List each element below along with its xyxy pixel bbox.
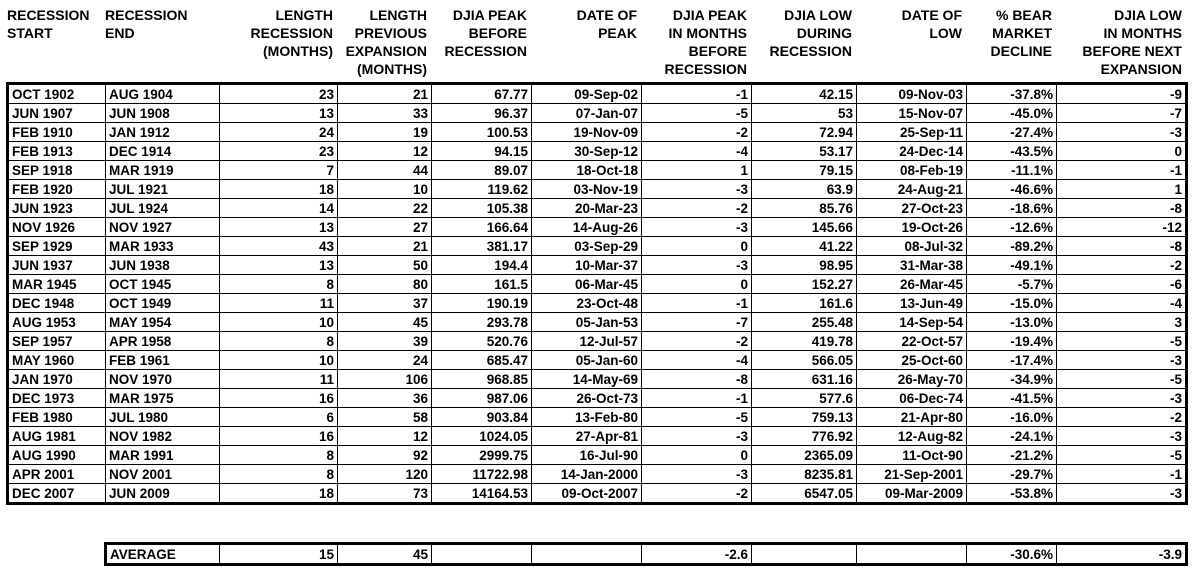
length-recession-cell: 13 (220, 218, 338, 237)
djia-peak-cell: 67.77 (432, 84, 532, 104)
length-recession-cell: 10 (220, 313, 338, 332)
header-recession-start: RECESSION START (7, 7, 90, 41)
date-of-peak-cell: 10-Mar-37 (532, 256, 642, 275)
length-previous-expansion-cell: 12 (338, 427, 432, 446)
recession-end-cell: MAR 1991 (106, 446, 220, 465)
length-recession-cell: 43 (220, 237, 338, 256)
low-months-before-cell: -2 (1057, 408, 1187, 427)
header-date-of-peak: DATE OF PEAK (576, 7, 637, 41)
djia-low-cell: 8235.81 (752, 465, 857, 484)
low-months-before-cell: -3 (1057, 351, 1187, 370)
date-of-peak-cell: 03-Sep-29 (532, 237, 642, 256)
date-of-peak-cell: 03-Nov-19 (532, 180, 642, 199)
length-previous-expansion-cell: 50 (338, 256, 432, 275)
peak-months-before-cell: -2 (642, 123, 752, 142)
date-of-peak-cell: 30-Sep-12 (532, 142, 642, 161)
peak-months-before-cell: -4 (642, 142, 752, 161)
djia-low-cell: 6547.05 (752, 484, 857, 504)
peak-months-before-cell: 0 (642, 275, 752, 294)
average-djia-peak-cell (432, 544, 532, 565)
low-months-before-cell: -3 (1057, 427, 1187, 446)
table-row (8, 180, 1187, 199)
recession-end-cell: JAN 1912 (106, 123, 220, 142)
djia-peak-cell: 903.84 (432, 408, 532, 427)
bear-decline-cell: -24.1% (967, 427, 1057, 446)
date-of-peak-cell: 14-May-69 (532, 370, 642, 389)
peak-months-before-cell: -3 (642, 465, 752, 484)
average-length-recession-cell: 15 (220, 544, 338, 565)
date-of-low-cell: 24-Aug-21 (857, 180, 967, 199)
length-recession-cell: 24 (220, 123, 338, 142)
length-recession-cell: 18 (220, 484, 338, 504)
peak-months-before-cell: 0 (642, 446, 752, 465)
bear-decline-cell: -18.6% (967, 199, 1057, 218)
recession-start-cell: FEB 1920 (8, 180, 106, 199)
date-of-low-cell: 08-Feb-19 (857, 161, 967, 180)
low-months-before-cell: 3 (1057, 313, 1187, 332)
length-previous-expansion-cell: 22 (338, 199, 432, 218)
length-previous-expansion-cell: 106 (338, 370, 432, 389)
table-header (6, 6, 1188, 82)
table-row (8, 332, 1187, 351)
peak-months-before-cell: -4 (642, 351, 752, 370)
djia-peak-cell: 987.06 (432, 389, 532, 408)
djia-low-cell: 631.16 (752, 370, 857, 389)
low-months-before-cell: -7 (1057, 104, 1187, 123)
length-previous-expansion-cell: 10 (338, 180, 432, 199)
djia-low-cell: 98.95 (752, 256, 857, 275)
recession-end-cell: JUL 1980 (106, 408, 220, 427)
low-months-before-cell: -8 (1057, 199, 1187, 218)
date-of-low-cell: 26-May-70 (857, 370, 967, 389)
bear-decline-cell: -53.8% (967, 484, 1057, 504)
djia-peak-cell: 685.47 (432, 351, 532, 370)
djia-low-cell: 2365.09 (752, 446, 857, 465)
date-of-peak-cell: 12-Jul-57 (532, 332, 642, 351)
table-row (8, 237, 1187, 256)
bear-decline-cell: -17.4% (967, 351, 1057, 370)
date-of-peak-cell: 07-Jan-07 (532, 104, 642, 123)
length-previous-expansion-cell: 92 (338, 446, 432, 465)
length-recession-cell: 11 (220, 294, 338, 313)
recession-start-cell: DEC 1948 (8, 294, 106, 313)
recession-end-cell: MAY 1954 (106, 313, 220, 332)
peak-months-before-cell: -5 (642, 104, 752, 123)
date-of-low-cell: 22-Oct-57 (857, 332, 967, 351)
bear-decline-cell: -16.0% (967, 408, 1057, 427)
low-months-before-cell: -3 (1057, 123, 1187, 142)
length-previous-expansion-cell: 44 (338, 161, 432, 180)
date-of-low-cell: 13-Jun-49 (857, 294, 967, 313)
date-of-peak-cell: 16-Jul-90 (532, 446, 642, 465)
table-row (8, 313, 1187, 332)
low-months-before-cell: -8 (1057, 237, 1187, 256)
date-of-low-cell: 21-Sep-2001 (857, 465, 967, 484)
recession-start-cell: AUG 1953 (8, 313, 106, 332)
recession-start-cell: SEP 1918 (8, 161, 106, 180)
djia-peak-cell: 94.15 (432, 142, 532, 161)
date-of-peak-cell: 09-Oct-2007 (532, 484, 642, 504)
header-length-recession: LENGTH RECESSION (MONTHS) (250, 7, 333, 59)
length-recession-cell: 16 (220, 427, 338, 446)
table-row (8, 84, 1187, 104)
date-of-low-cell: 21-Apr-80 (857, 408, 967, 427)
length-previous-expansion-cell: 12 (338, 142, 432, 161)
djia-low-cell: 72.94 (752, 123, 857, 142)
table-row (8, 389, 1187, 408)
date-of-peak-cell: 13-Feb-80 (532, 408, 642, 427)
average-row (106, 544, 1187, 565)
bear-decline-cell: -29.7% (967, 465, 1057, 484)
table-row (8, 161, 1187, 180)
table-row (8, 199, 1187, 218)
length-previous-expansion-cell: 36 (338, 389, 432, 408)
length-recession-cell: 14 (220, 199, 338, 218)
length-previous-expansion-cell: 45 (338, 313, 432, 332)
bear-decline-cell: -43.5% (967, 142, 1057, 161)
djia-low-cell: 566.05 (752, 351, 857, 370)
low-months-before-cell: -6 (1057, 275, 1187, 294)
table-row (8, 218, 1187, 237)
average-length-previous-expansion-cell: 45 (338, 544, 432, 565)
recession-start-cell: DEC 2007 (8, 484, 106, 504)
recession-end-cell: OCT 1945 (106, 275, 220, 294)
peak-months-before-cell: -7 (642, 313, 752, 332)
recession-start-cell: OCT 1902 (8, 84, 106, 104)
recession-start-cell: JUN 1907 (8, 104, 106, 123)
date-of-peak-cell: 20-Mar-23 (532, 199, 642, 218)
table-row (8, 465, 1187, 484)
length-recession-cell: 23 (220, 84, 338, 104)
bear-decline-cell: -11.1% (967, 161, 1057, 180)
low-months-before-cell: -5 (1057, 370, 1187, 389)
bear-decline-cell: -45.0% (967, 104, 1057, 123)
djia-low-cell: 79.15 (752, 161, 857, 180)
recession-start-cell: AUG 1990 (8, 446, 106, 465)
peak-months-before-cell: -1 (642, 294, 752, 313)
recession-end-cell: MAR 1975 (106, 389, 220, 408)
peak-months-before-cell: -1 (642, 84, 752, 104)
recession-start-cell: JUN 1923 (8, 199, 106, 218)
djia-low-cell: 63.9 (752, 180, 857, 199)
length-recession-cell: 6 (220, 408, 338, 427)
recession-start-cell: SEP 1929 (8, 237, 106, 256)
djia-peak-cell: 161.5 (432, 275, 532, 294)
average-recession-end-cell: AVERAGE (106, 544, 220, 565)
recession-start-cell: FEB 1913 (8, 142, 106, 161)
length-recession-cell: 8 (220, 446, 338, 465)
table-row (8, 351, 1187, 370)
date-of-low-cell: 31-Mar-38 (857, 256, 967, 275)
table-row (8, 408, 1187, 427)
recession-end-cell: MAR 1919 (106, 161, 220, 180)
recession-end-cell: MAR 1933 (106, 237, 220, 256)
peak-months-before-cell: -2 (642, 484, 752, 504)
date-of-low-cell: 09-Mar-2009 (857, 484, 967, 504)
recession-start-cell: SEP 1957 (8, 332, 106, 351)
length-recession-cell: 16 (220, 389, 338, 408)
average-djia-low-cell (752, 544, 857, 565)
date-of-low-cell: 25-Oct-60 (857, 351, 967, 370)
djia-low-cell: 85.76 (752, 199, 857, 218)
average-table (104, 542, 1188, 566)
average-date-of-peak-cell (532, 544, 642, 565)
djia-low-cell: 152.27 (752, 275, 857, 294)
djia-peak-cell: 194.4 (432, 256, 532, 275)
djia-peak-cell: 1024.05 (432, 427, 532, 446)
length-recession-cell: 13 (220, 104, 338, 123)
table-row (8, 294, 1187, 313)
recession-end-cell: JUL 1924 (106, 199, 220, 218)
djia-peak-cell: 14164.53 (432, 484, 532, 504)
djia-peak-cell: 968.85 (432, 370, 532, 389)
length-previous-expansion-cell: 21 (338, 237, 432, 256)
date-of-peak-cell: 06-Mar-45 (532, 275, 642, 294)
date-of-peak-cell: 18-Oct-18 (532, 161, 642, 180)
low-months-before-cell: -9 (1057, 84, 1187, 104)
length-recession-cell: 8 (220, 275, 338, 294)
recession-end-cell: JUN 1908 (106, 104, 220, 123)
header-recession-end: RECESSION END (105, 7, 188, 41)
recession-start-cell: FEB 1980 (8, 408, 106, 427)
date-of-low-cell: 06-Dec-74 (857, 389, 967, 408)
recession-end-cell: AUG 1904 (106, 84, 220, 104)
djia-peak-cell: 166.64 (432, 218, 532, 237)
recession-end-cell: APR 1958 (106, 332, 220, 351)
djia-peak-cell: 11722.98 (432, 465, 532, 484)
length-previous-expansion-cell: 19 (338, 123, 432, 142)
peak-months-before-cell: -3 (642, 427, 752, 446)
bear-decline-cell: -15.0% (967, 294, 1057, 313)
recession-start-cell: MAR 1945 (8, 275, 106, 294)
low-months-before-cell: 1 (1057, 180, 1187, 199)
djia-low-cell: 255.48 (752, 313, 857, 332)
djia-low-cell: 41.22 (752, 237, 857, 256)
header-date-of-low: DATE OF LOW (901, 7, 962, 41)
peak-months-before-cell: -3 (642, 180, 752, 199)
bear-decline-cell: -21.2% (967, 446, 1057, 465)
header-djia-low: DJIA LOW DURING RECESSION (769, 7, 852, 59)
djia-low-cell: 776.92 (752, 427, 857, 446)
recession-end-cell: NOV 1982 (106, 427, 220, 446)
length-previous-expansion-cell: 39 (338, 332, 432, 351)
djia-low-cell: 759.13 (752, 408, 857, 427)
low-months-before-cell: -1 (1057, 161, 1187, 180)
length-recession-cell: 18 (220, 180, 338, 199)
date-of-low-cell: 15-Nov-07 (857, 104, 967, 123)
average-bear-decline-cell: -30.6% (967, 544, 1057, 565)
recession-start-cell: JAN 1970 (8, 370, 106, 389)
average-date-of-low-cell (857, 544, 967, 565)
length-recession-cell: 8 (220, 465, 338, 484)
bear-decline-cell: -89.2% (967, 237, 1057, 256)
header-length-previous-expansion: LENGTH PREVIOUS EXPANSION (MONTHS) (345, 7, 427, 77)
date-of-peak-cell: 14-Jan-2000 (532, 465, 642, 484)
bear-decline-cell: -13.0% (967, 313, 1057, 332)
djia-low-cell: 145.66 (752, 218, 857, 237)
date-of-low-cell: 25-Sep-11 (857, 123, 967, 142)
low-months-before-cell: -4 (1057, 294, 1187, 313)
date-of-low-cell: 24-Dec-14 (857, 142, 967, 161)
table-row (8, 484, 1187, 504)
date-of-low-cell: 08-Jul-32 (857, 237, 967, 256)
date-of-peak-cell: 14-Aug-26 (532, 218, 642, 237)
recession-end-cell: FEB 1961 (106, 351, 220, 370)
table-row (8, 446, 1187, 465)
length-previous-expansion-cell: 58 (338, 408, 432, 427)
peak-months-before-cell: -5 (642, 408, 752, 427)
date-of-low-cell: 26-Mar-45 (857, 275, 967, 294)
recession-start-cell: AUG 1981 (8, 427, 106, 446)
recession-start-cell: NOV 1926 (8, 218, 106, 237)
bear-decline-cell: -12.6% (967, 218, 1057, 237)
recession-end-cell: JUL 1921 (106, 180, 220, 199)
djia-peak-cell: 89.07 (432, 161, 532, 180)
table-row (8, 142, 1187, 161)
date-of-low-cell: 14-Sep-54 (857, 313, 967, 332)
date-of-low-cell: 27-Oct-23 (857, 199, 967, 218)
average-low-months-before-cell: -3.9 (1158, 546, 1182, 562)
date-of-peak-cell: 19-Nov-09 (532, 123, 642, 142)
length-recession-cell: 7 (220, 161, 338, 180)
bear-decline-cell: -37.8% (967, 84, 1057, 104)
length-previous-expansion-cell: 37 (338, 294, 432, 313)
recession-end-cell: NOV 2001 (106, 465, 220, 484)
recession-end-cell: NOV 1970 (106, 370, 220, 389)
date-of-low-cell: 12-Aug-82 (857, 427, 967, 446)
date-of-peak-cell: 05-Jan-60 (532, 351, 642, 370)
table-row (8, 256, 1187, 275)
djia-peak-cell: 105.38 (432, 199, 532, 218)
date-of-peak-cell: 27-Apr-81 (532, 427, 642, 446)
bear-decline-cell: -5.7% (967, 275, 1057, 294)
bear-decline-cell: -19.4% (967, 332, 1057, 351)
recession-end-cell: NOV 1927 (106, 218, 220, 237)
djia-low-cell: 419.78 (752, 332, 857, 351)
date-of-peak-cell: 23-Oct-48 (532, 294, 642, 313)
djia-peak-cell: 100.53 (432, 123, 532, 142)
header-djia-peak: DJIA PEAK BEFORE RECESSION (444, 7, 527, 59)
bear-decline-cell: -41.5% (967, 389, 1057, 408)
length-previous-expansion-cell: 21 (338, 84, 432, 104)
low-months-before-cell: 0 (1057, 142, 1187, 161)
djia-low-cell: 53.17 (752, 142, 857, 161)
peak-months-before-cell: -2 (642, 332, 752, 351)
djia-peak-cell: 520.76 (432, 332, 532, 351)
djia-peak-cell: 381.17 (432, 237, 532, 256)
bear-decline-cell: -27.4% (967, 123, 1057, 142)
length-recession-cell: 10 (220, 351, 338, 370)
djia-peak-cell: 190.19 (432, 294, 532, 313)
average-peak-months-before-cell: -2.6 (642, 544, 752, 565)
length-previous-expansion-cell: 33 (338, 104, 432, 123)
djia-peak-cell: 119.62 (432, 180, 532, 199)
low-months-before-cell: -5 (1057, 332, 1187, 351)
length-previous-expansion-cell: 73 (338, 484, 432, 504)
date-of-low-cell: 19-Oct-26 (857, 218, 967, 237)
peak-months-before-cell: -8 (642, 370, 752, 389)
table-row (8, 275, 1187, 294)
recession-start-cell: JUN 1937 (8, 256, 106, 275)
low-months-before-cell: -1 (1057, 465, 1187, 484)
table-row (8, 123, 1187, 142)
length-recession-cell: 23 (220, 142, 338, 161)
length-recession-cell: 13 (220, 256, 338, 275)
peak-months-before-cell: 1 (642, 161, 752, 180)
length-previous-expansion-cell: 27 (338, 218, 432, 237)
recession-end-cell: JUN 2009 (106, 484, 220, 504)
bear-decline-cell: -49.1% (967, 256, 1057, 275)
low-months-before-cell: -12 (1057, 218, 1187, 237)
peak-months-before-cell: 0 (642, 237, 752, 256)
length-previous-expansion-cell: 120 (338, 465, 432, 484)
recession-start-cell: DEC 1973 (8, 389, 106, 408)
recession-end-cell: DEC 1914 (106, 142, 220, 161)
recession-start-cell: MAY 1960 (8, 351, 106, 370)
date-of-peak-cell: 09-Sep-02 (532, 84, 642, 104)
length-recession-cell: 8 (220, 332, 338, 351)
low-months-before-cell: -5 (1057, 446, 1187, 465)
peak-months-before-cell: -1 (642, 389, 752, 408)
bear-decline-cell: -34.9% (967, 370, 1057, 389)
low-months-before-cell: -3 (1057, 389, 1187, 408)
djia-low-cell: 53 (752, 104, 857, 123)
table-row (8, 370, 1187, 389)
length-previous-expansion-cell: 80 (338, 275, 432, 294)
recession-start-cell: APR 2001 (8, 465, 106, 484)
date-of-low-cell: 11-Oct-90 (857, 446, 967, 465)
recession-table (6, 82, 1188, 505)
header-peak-months-before: DJIA PEAK IN MONTHS BEFORE RECESSION (664, 7, 747, 77)
length-recession-cell: 11 (220, 370, 338, 389)
low-months-before-cell: -2 (1057, 256, 1187, 275)
bear-decline-cell: -46.6% (967, 180, 1057, 199)
peak-months-before-cell: -2 (642, 199, 752, 218)
djia-peak-cell: 293.78 (432, 313, 532, 332)
header-low-months-before: DJIA LOW IN MONTHS BEFORE NEXT EXPANSION (1082, 7, 1182, 77)
recession-start-cell: FEB 1910 (8, 123, 106, 142)
header-bear-decline: % BEAR MARKET DECLINE (990, 7, 1052, 59)
date-of-peak-cell: 26-Oct-73 (532, 389, 642, 408)
djia-low-cell: 161.6 (752, 294, 857, 313)
table-row (8, 104, 1187, 123)
recession-end-cell: JUN 1938 (106, 256, 220, 275)
djia-peak-cell: 2999.75 (432, 446, 532, 465)
low-months-before-cell: -3 (1169, 485, 1182, 501)
djia-low-cell: 42.15 (752, 84, 857, 104)
recession-end-cell: OCT 1949 (106, 294, 220, 313)
date-of-peak-cell: 05-Jan-53 (532, 313, 642, 332)
date-of-low-cell: 09-Nov-03 (857, 84, 967, 104)
table-row (8, 427, 1187, 446)
djia-low-cell: 577.6 (752, 389, 857, 408)
peak-months-before-cell: -3 (642, 256, 752, 275)
peak-months-before-cell: -3 (642, 218, 752, 237)
length-previous-expansion-cell: 24 (338, 351, 432, 370)
djia-peak-cell: 96.37 (432, 104, 532, 123)
